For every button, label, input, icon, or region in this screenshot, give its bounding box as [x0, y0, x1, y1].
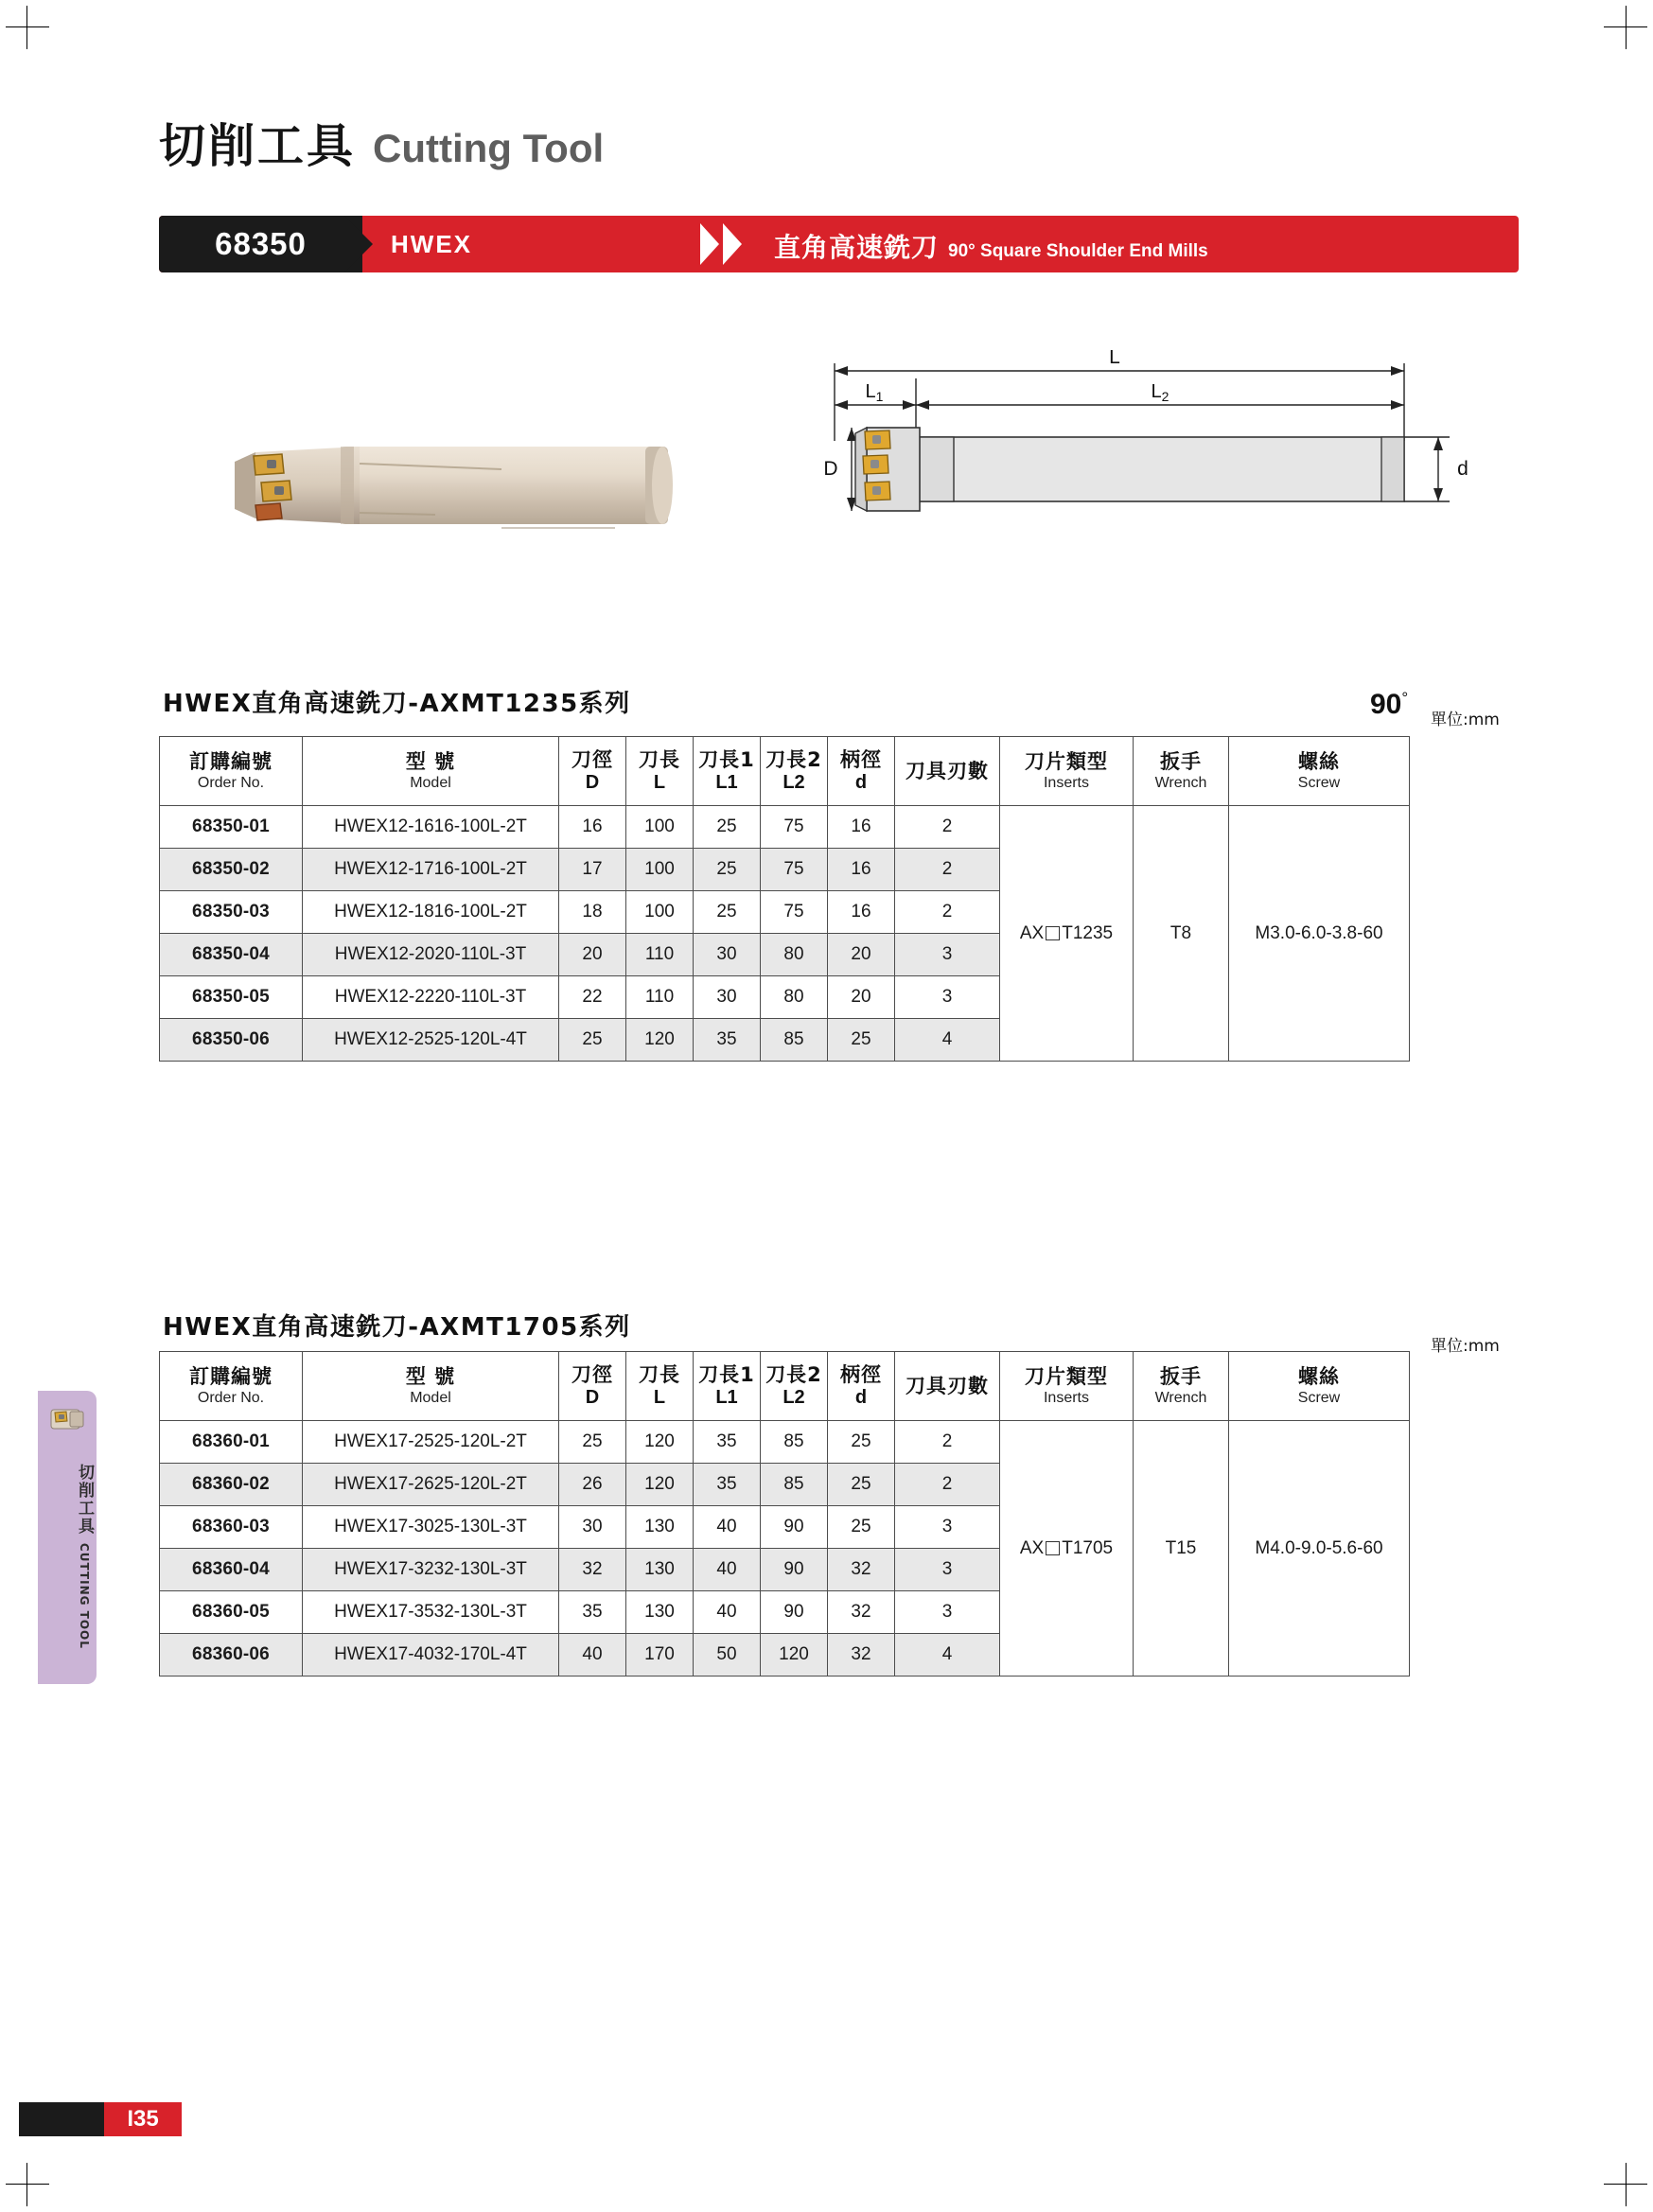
cell-L1: 30	[694, 934, 761, 976]
crop-mark	[1626, 6, 1627, 49]
page-number: I35	[104, 2102, 182, 2136]
cell-L1: 40	[694, 1549, 761, 1591]
cell-L: 170	[626, 1634, 694, 1677]
col-order-no: 訂購編號 Order No.	[160, 737, 303, 806]
cell-teeth: 3	[895, 1549, 1000, 1591]
cell-L: 130	[626, 1549, 694, 1591]
cell-d: 25	[828, 1464, 895, 1506]
col-teeth: 刀具刃數	[895, 1352, 1000, 1421]
cell-teeth: 4	[895, 1634, 1000, 1677]
cell-d: 32	[828, 1591, 895, 1634]
cell-model: HWEX12-2525-120L-4T	[303, 1019, 559, 1062]
col-inserts: 刀片類型 Inserts	[1000, 1352, 1134, 1421]
cell-teeth: 3	[895, 934, 1000, 976]
cell-L2: 75	[761, 806, 828, 849]
cell-wrench: T15	[1134, 1421, 1229, 1677]
cell-D: 20	[559, 934, 626, 976]
cell-D: 40	[559, 1634, 626, 1677]
crop-mark	[26, 6, 27, 49]
cell-D: 35	[559, 1591, 626, 1634]
cell-model: HWEX12-1716-100L-2T	[303, 849, 559, 891]
cell-inserts: AX T1235	[1000, 806, 1134, 1062]
cell-model: HWEX12-1816-100L-2T	[303, 891, 559, 934]
cell-screw: M3.0-6.0-3.8-60	[1229, 806, 1410, 1062]
cell-L: 120	[626, 1421, 694, 1464]
cell-L: 120	[626, 1464, 694, 1506]
cell-order-no: 68350-05	[160, 976, 303, 1019]
chevron-right-icon	[700, 223, 721, 265]
cell-d: 16	[828, 806, 895, 849]
cell-L1: 50	[694, 1634, 761, 1677]
cell-d: 25	[828, 1506, 895, 1549]
cell-D: 32	[559, 1549, 626, 1591]
cell-model: HWEX17-3532-130L-3T	[303, 1591, 559, 1634]
section1-title: HWEX直角高速銑刀-AXMT1235系列	[163, 690, 631, 718]
cell-L2: 75	[761, 849, 828, 891]
cell-teeth: 2	[895, 849, 1000, 891]
technical-drawing	[814, 350, 1476, 606]
square-placeholder-icon	[1046, 1541, 1060, 1555]
cell-D: 16	[559, 806, 626, 849]
crop-mark	[6, 26, 49, 27]
drawing-label-L1: $L_1$	[865, 381, 884, 404]
cell-d: 32	[828, 1549, 895, 1591]
cell-d: 32	[828, 1634, 895, 1677]
cell-model: HWEX12-1616-100L-2T	[303, 806, 559, 849]
cell-order-no: 68360-04	[160, 1549, 303, 1591]
cell-inserts: AX T1705	[1000, 1421, 1134, 1677]
col-teeth: 刀具刃數	[895, 737, 1000, 806]
cell-teeth: 4	[895, 1019, 1000, 1062]
cell-D: 17	[559, 849, 626, 891]
col-model: 型 號 Model	[303, 737, 559, 806]
cell-model: HWEX17-3025-130L-3T	[303, 1506, 559, 1549]
col-order-no: 訂購編號 Order No.	[160, 1352, 303, 1421]
cell-L2: 90	[761, 1506, 828, 1549]
cell-d: 20	[828, 976, 895, 1019]
page-title-cn: 切削工具	[159, 119, 357, 173]
cell-model: HWEX12-2020-110L-3T	[303, 934, 559, 976]
col-length-L1: 刀長1 L1	[694, 1352, 761, 1421]
cell-L: 100	[626, 891, 694, 934]
side-tab-icon	[47, 1402, 87, 1438]
product-name	[774, 216, 1208, 272]
crop-mark	[1626, 2163, 1627, 2206]
table-row	[160, 806, 1410, 849]
cell-D: 18	[559, 891, 626, 934]
cell-L1: 25	[694, 806, 761, 849]
cell-order-no: 68350-04	[160, 934, 303, 976]
cell-L2: 90	[761, 1549, 828, 1591]
cell-L1: 35	[694, 1421, 761, 1464]
cell-model: HWEX12-2220-110L-3T	[303, 976, 559, 1019]
col-diameter-D: 刀徑 D	[559, 1352, 626, 1421]
col-model: 型 號 Model	[303, 1352, 559, 1421]
col-length-L: 刀長 L	[626, 1352, 694, 1421]
cell-order-no: 68360-05	[160, 1591, 303, 1634]
cell-L2: 75	[761, 891, 828, 934]
cell-model: HWEX17-2525-120L-2T	[303, 1421, 559, 1464]
cell-order-no: 68360-03	[160, 1506, 303, 1549]
cell-teeth: 3	[895, 976, 1000, 1019]
cell-L: 110	[626, 934, 694, 976]
col-length-L: 刀長 L	[626, 737, 694, 806]
cell-order-no: 68360-06	[160, 1634, 303, 1677]
col-length-L2: 刀長2 L2	[761, 737, 828, 806]
cell-L1: 35	[694, 1019, 761, 1062]
cell-L: 110	[626, 976, 694, 1019]
crop-mark	[26, 2163, 27, 2206]
cell-L: 120	[626, 1019, 694, 1062]
col-inserts: 刀片類型 Inserts	[1000, 737, 1134, 806]
code-arrow-icon	[344, 216, 373, 272]
crop-mark	[1604, 26, 1647, 27]
cell-L: 130	[626, 1506, 694, 1549]
cell-L2: 85	[761, 1019, 828, 1062]
cell-wrench: T8	[1134, 806, 1229, 1062]
section1-angle: 90°	[1370, 689, 1409, 720]
section2-title: HWEX直角高速銑刀-AXMT1705系列	[163, 1313, 631, 1342]
col-wrench: 扳手 Wrench	[1134, 737, 1229, 806]
col-length-L1: 刀長1 L1	[694, 737, 761, 806]
page-title	[159, 110, 604, 176]
cell-D: 26	[559, 1464, 626, 1506]
cell-L1: 25	[694, 849, 761, 891]
col-length-L2: 刀長2 L2	[761, 1352, 828, 1421]
cell-L: 100	[626, 806, 694, 849]
cell-L: 130	[626, 1591, 694, 1634]
page-title-en: Cutting Tool	[373, 126, 605, 170]
series-label: HWEX	[391, 229, 472, 258]
crop-mark	[1604, 2184, 1647, 2185]
section2-table	[159, 1351, 1410, 1677]
drawing-label-D: D	[823, 458, 838, 480]
cell-screw: M4.0-9.0-5.6-60	[1229, 1421, 1410, 1677]
cell-d: 25	[828, 1421, 895, 1464]
product-code: 68350	[159, 216, 362, 272]
cell-teeth: 2	[895, 806, 1000, 849]
cell-order-no: 68350-06	[160, 1019, 303, 1062]
cell-order-no: 68360-01	[160, 1421, 303, 1464]
cell-model: HWEX17-3232-130L-3T	[303, 1549, 559, 1591]
cell-teeth: 3	[895, 1591, 1000, 1634]
drawing-label-L: L	[1109, 350, 1120, 368]
col-shank-d: 柄徑 d	[828, 737, 895, 806]
cell-D: 25	[559, 1421, 626, 1464]
col-diameter-D: 刀徑 D	[559, 737, 626, 806]
cell-D: 30	[559, 1506, 626, 1549]
series-title-bar	[159, 216, 1519, 272]
cell-L2: 80	[761, 976, 828, 1019]
product-name-en: 90° Square Shoulder End Mills	[948, 241, 1208, 261]
cell-D: 22	[559, 976, 626, 1019]
side-tab-cutting-tool	[38, 1391, 97, 1684]
cell-L1: 30	[694, 976, 761, 1019]
cell-order-no: 68350-01	[160, 806, 303, 849]
cell-teeth: 3	[895, 1506, 1000, 1549]
table-row	[160, 1421, 1410, 1464]
cell-L1: 25	[694, 891, 761, 934]
square-placeholder-icon	[1046, 926, 1060, 940]
product-photo	[218, 407, 729, 568]
drawing-label-L2: $L_2$	[1151, 381, 1169, 404]
cell-L1: 35	[694, 1464, 761, 1506]
table-header-row	[160, 1352, 1410, 1421]
col-screw: 螺絲 Screw	[1229, 737, 1410, 806]
cell-d: 20	[828, 934, 895, 976]
cell-order-no: 68360-02	[160, 1464, 303, 1506]
col-wrench: 扳手 Wrench	[1134, 1352, 1229, 1421]
cell-L2: 85	[761, 1464, 828, 1506]
cell-model: HWEX17-2625-120L-2T	[303, 1464, 559, 1506]
section2-unit-note: 單位:mm	[1431, 1337, 1500, 1356]
cell-teeth: 2	[895, 891, 1000, 934]
col-shank-d: 柄徑 d	[828, 1352, 895, 1421]
cell-L: 100	[626, 849, 694, 891]
cell-teeth: 2	[895, 1421, 1000, 1464]
table-header-row	[160, 737, 1410, 806]
cell-teeth: 2	[895, 1464, 1000, 1506]
cell-L1: 40	[694, 1506, 761, 1549]
cell-order-no: 68350-03	[160, 891, 303, 934]
side-tab-label: 切削工具 CUTTING TOOL	[75, 1464, 94, 1649]
cell-D: 25	[559, 1019, 626, 1062]
col-screw: 螺絲 Screw	[1229, 1352, 1410, 1421]
section1-unit-note: 單位:mm	[1431, 711, 1500, 729]
cell-d: 16	[828, 849, 895, 891]
cell-L2: 85	[761, 1421, 828, 1464]
cell-L2: 80	[761, 934, 828, 976]
section1-table	[159, 736, 1410, 1062]
cell-model: HWEX17-4032-170L-4T	[303, 1634, 559, 1677]
cell-L2: 90	[761, 1591, 828, 1634]
cell-d: 25	[828, 1019, 895, 1062]
product-name-cn: 直角高速銑刀	[774, 232, 940, 263]
cell-L1: 40	[694, 1591, 761, 1634]
chevron-right-icon	[723, 223, 744, 265]
drawing-label-d: d	[1457, 458, 1468, 480]
cell-L2: 120	[761, 1634, 828, 1677]
cell-d: 16	[828, 891, 895, 934]
cell-order-no: 68350-02	[160, 849, 303, 891]
crop-mark	[6, 2184, 49, 2185]
